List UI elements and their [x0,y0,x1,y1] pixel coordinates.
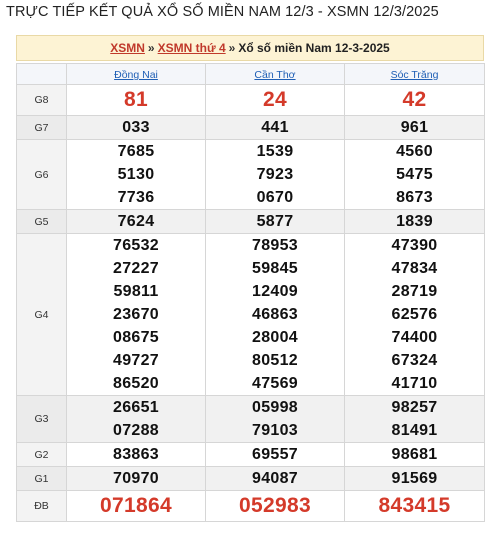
result-number: 76532 [113,237,159,254]
result-number: 83863 [113,446,159,463]
province-header-soc-trang [345,64,485,85]
result-cell [345,234,485,396]
prize-label: G5 [17,210,67,234]
result-number: 59845 [252,260,298,277]
result-number: 47569 [252,375,298,392]
result-number: 42 [402,88,427,111]
result-number: 27227 [113,260,159,277]
result-number: 7736 [117,189,155,206]
result-cell [206,396,345,443]
result-number: 5877 [256,213,294,230]
result-number: 1539 [256,143,294,160]
result-number: 07288 [113,422,159,439]
result-cell [67,85,206,116]
result-number: 12409 [252,283,298,300]
result-number: 74400 [391,329,438,346]
prize-row-g7 [17,116,485,140]
breadcrumb [16,35,484,61]
result-number: 91569 [391,470,438,487]
result-number: 86520 [113,375,159,392]
result-number: 071864 [100,494,172,517]
result-number: 49727 [113,352,159,369]
result-cell [345,491,485,522]
result-cell [345,210,485,234]
result-number: 23670 [113,306,159,323]
result-cell [206,85,345,116]
result-cell [345,140,485,210]
result-number: 4560 [396,143,433,160]
result-number: 052983 [239,494,311,517]
result-cell [67,116,206,140]
result-number: 79103 [252,422,298,439]
result-number: 98681 [391,446,438,463]
prize-label: G1 [17,467,67,491]
result-number: 7685 [117,143,155,160]
province-link-soc-trang[interactable]: Sóc Trăng [390,69,439,81]
result-number: 24 [263,88,287,111]
prize-label: G3 [17,396,67,443]
result-number: 47390 [391,237,438,254]
province-header-dong-nai [67,64,206,85]
result-cell [345,443,485,467]
prize-label: G2 [17,443,67,467]
result-number: 98257 [391,399,438,416]
result-number: 46863 [252,306,298,323]
result-number: 7923 [256,166,294,183]
prize-label: G4 [17,234,67,396]
result-number: 8673 [396,189,433,206]
result-cell [67,491,206,522]
province-header-can-tho [206,64,345,85]
breadcrumb-separator: » [147,41,155,55]
result-number: 961 [400,119,429,136]
result-number: 26651 [113,399,159,416]
result-number: 94087 [252,470,298,487]
result-number: 78953 [252,237,298,254]
result-number: 843415 [378,494,451,517]
result-cell [206,140,345,210]
result-cell [345,85,485,116]
result-cell [67,234,206,396]
prize-row-g4 [17,234,485,396]
result-cell [206,491,345,522]
result-number: 41710 [391,375,438,392]
result-cell [206,443,345,467]
prize-label: G7 [17,116,67,140]
prize-row-g8 [17,85,485,116]
result-cell [67,210,206,234]
prize-label: G8 [17,85,67,116]
result-number: 5475 [396,166,433,183]
result-cell [345,116,485,140]
results-table [16,63,485,522]
result-cell [206,116,345,140]
result-number: 08675 [113,329,159,346]
result-cell [206,467,345,491]
result-number: 81491 [391,422,438,439]
result-number: 62576 [391,306,438,323]
prize-row-g1 [17,467,485,491]
result-number: 47834 [391,260,438,277]
result-number: 5130 [117,166,155,183]
province-link-dong-nai[interactable]: Đồng Nai [114,69,158,81]
result-number: 81 [124,88,148,111]
result-cell [345,396,485,443]
result-cell [67,396,206,443]
prize-label: G6 [17,140,67,210]
result-number: 59811 [113,283,159,300]
result-number: 80512 [252,352,298,369]
breadcrumb-link-xsmn-thu-4[interactable]: XSMN thứ 4 [157,41,226,55]
result-number: 28719 [391,283,438,300]
page-title: TRỰC TIẾP KẾT QUẢ XỔ SỐ MIỀN NAM 12/3 - XSMN 12/3/2025 [6,4,439,20]
result-number: 69557 [252,446,298,463]
result-number: 28004 [252,329,298,346]
breadcrumb-link-xsmn[interactable]: XSMN [110,41,145,55]
result-number: 0670 [256,189,294,206]
result-cell [67,443,206,467]
result-cell [345,467,485,491]
result-number: 441 [261,119,289,136]
prize-row-g2 [17,443,485,467]
result-number: 05998 [252,399,298,416]
breadcrumb-separator: » [228,41,236,55]
prize-row-g5 [17,210,485,234]
result-number: 033 [122,119,150,136]
result-cell [67,467,206,491]
result-cell [206,234,345,396]
result-number: 67324 [391,352,438,369]
breadcrumb-current: Xổ số miền Nam 12-3-2025 [238,41,390,55]
result-cell [206,210,345,234]
result-number: 70970 [113,470,159,487]
result-number: 1839 [396,213,433,230]
result-number: 7624 [117,213,155,230]
table-corner [17,64,67,85]
prize-row-g3 [17,396,485,443]
result-cell [67,140,206,210]
province-link-can-tho[interactable]: Cần Thơ [254,69,296,81]
prize-row-g6 [17,140,485,210]
prize-row-db [17,491,485,522]
prize-label: ĐB [17,491,67,522]
